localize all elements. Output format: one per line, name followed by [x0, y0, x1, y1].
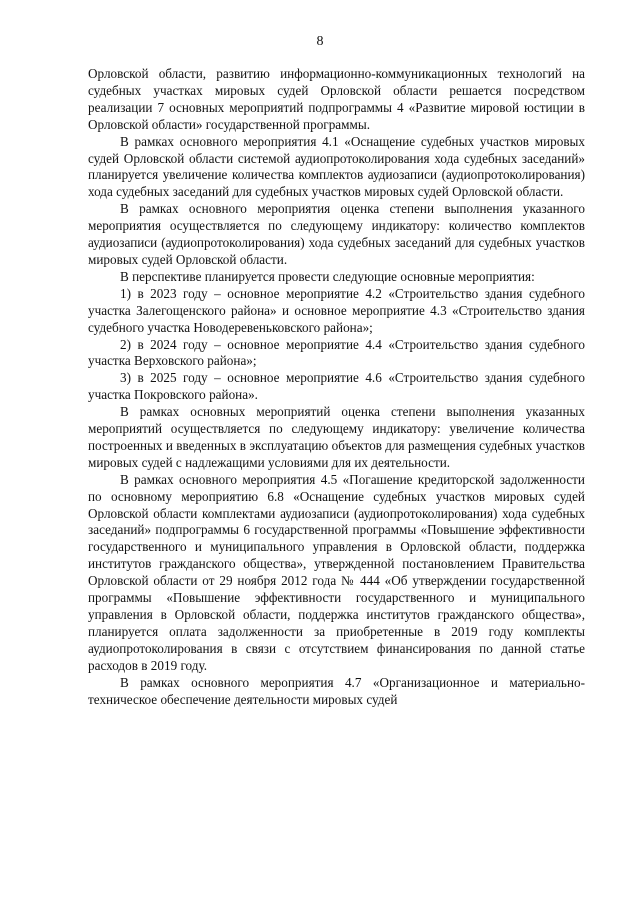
list-item-2025: 3) в 2025 году – основное мероприятие 4.6 «Строительство здания судебного участка Покровского района». — [88, 370, 585, 403]
list-item-2023: 1) в 2023 году – основное мероприятие 4.2 «Строительство здания судебного участка Залегощенского района» и основное мероприятие 4.3 «Строительство здания судебного участка Новодеревеньковского района»; — [88, 285, 585, 335]
paragraph-measure-4-5: В рамках основного мероприятия 4.5 «Погашение кредиторской задолженности по основному мероприятию 6.8 «Оснащение судебных участков мировых судей Орловской области комплектами аудиозаписи (аудиопротоколирования) хода судебных заседаний» подпрограммы 6 государственной программы «Повышение эффективности государственного и муниципального управления в Орловской области, поддержка институтов гражданского общества», утвержденной постановлением Правительства Орловской области от 29 ноября 2012 года № 444 «Об утверждении государственной программы «Повышение эффективности государственного и муниципального управления в Орловской области, поддержка институтов гражданского общества», планируется оплата задолженности за приобретенные в 2019 году комплекты аудиопротоколирования в связи с отсутствием финансирования по данной статье расходов в 2019 году. — [88, 471, 585, 673]
paragraph-measure-4-1: В рамках основного мероприятия 4.1 «Оснащение судебных участков мировых судей Орловской области системой аудиопротоколирования хода судебных заседаний» планируется увеличение количества комплектов аудиозаписи (аудиопротоколирования) хода судебных заседаний для судебных участков мировых судей Орловской области. — [88, 133, 585, 200]
paragraph-planned-measures: В перспективе планируется провести следующие основные мероприятия: — [120, 268, 535, 284]
paragraph-indicator-4-1: В рамках основного мероприятия оценка степени выполнения указанного мероприятия осуществляется по следующему индикатору: количество комплектов аудиозаписи (аудиопротоколирования) хода судебных заседаний для судебных участков мировых судей Орловской области. — [88, 201, 585, 267]
paragraph-continuation: Орловской области, развитию информационно-коммуникационных технологий на судебных участках мировых судей Орловской области решается посредством реализации 7 основных мероприятий подпрограммы 4 «Развитие мировой юстиции в Орловской области» государственной программы. — [88, 66, 585, 132]
paragraph-construction-indicator: В рамках основных мероприятий оценка степени выполнения указанных мероприятий осуществляется по следующему индикатору: увеличение количества построенных и введенных в эксплуатацию объектов для размещения судебных участков мировых судей с надлежащими условиями для их деятельности. — [88, 404, 585, 470]
document-body — [88, 66, 585, 708]
paragraph-measure-4-7: В рамках основного мероприятия 4.7 «Организационное и материально-техническое обеспечение деятельности мировых судей — [88, 674, 585, 707]
page-number: 8 — [316, 34, 324, 49]
list-item-2024: 2) в 2024 году – основное мероприятие 4.4 «Строительство здания судебного участка Верховского района»; — [88, 336, 585, 369]
